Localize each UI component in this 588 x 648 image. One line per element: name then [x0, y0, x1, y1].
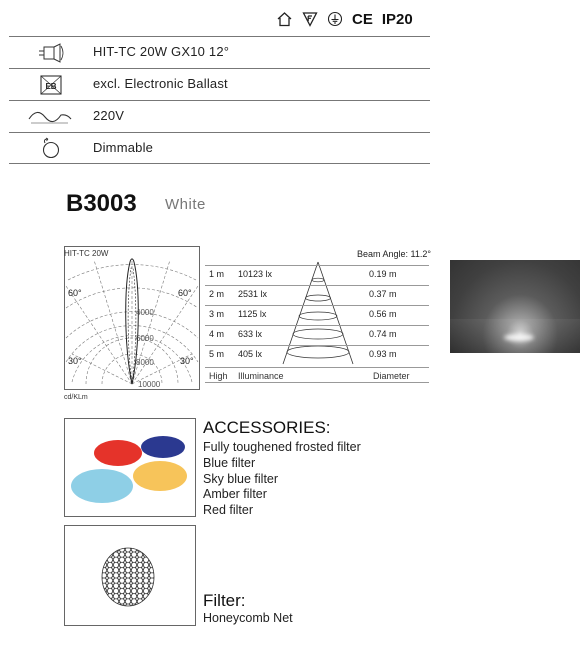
radial-label-4000: 4000 — [136, 308, 154, 317]
beam-row — [205, 345, 429, 361]
electronic-ballast-icon — [23, 73, 73, 97]
honeycomb-filter-image — [64, 525, 196, 626]
beam-distance: 2 m — [209, 289, 225, 299]
beam-diameter: 0.93 m — [369, 349, 397, 359]
spec-lamp-text: HIT-TC 20W GX10 12° — [93, 44, 230, 59]
honeycomb-net-graphic — [65, 526, 195, 625]
svg-text:EB: EB — [45, 82, 57, 91]
product-model: B3003 — [66, 190, 137, 217]
accessory-item: Fully toughened frosted filter — [203, 440, 361, 454]
beam-distance: 4 m — [209, 329, 225, 339]
radial-label-8000: 8000 — [136, 358, 154, 367]
beam-illuminance: 405 lx — [238, 349, 263, 359]
spec-voltage-text: 220V — [93, 108, 125, 123]
accessory-item: Blue filter — [203, 455, 256, 470]
spec-table — [9, 36, 430, 164]
ce-mark-icon: CE — [352, 10, 373, 28]
installation-photo — [450, 260, 580, 353]
spec-ballast-text: excl. Electronic Ballast — [93, 76, 228, 91]
sky-blue-filter-swatch — [71, 469, 133, 503]
photo-light-spot — [504, 334, 534, 341]
beam-distance: 3 m — [209, 309, 225, 319]
accessory-item: Amber filter — [203, 487, 267, 502]
polar-chart-caption: HIT-TC 20W — [64, 249, 109, 258]
beam-illuminance: 1125 lx — [238, 309, 267, 319]
amber-filter-swatch — [133, 461, 187, 491]
beam-table-footer — [205, 367, 429, 383]
ip-rating: IP20 — [381, 10, 413, 28]
house-class-icon — [276, 11, 293, 27]
beam-row — [205, 265, 429, 281]
lamp-icon — [23, 41, 73, 65]
radial-label-10000: 10000 — [138, 380, 161, 389]
beam-diameter: 0.19 m — [369, 269, 397, 279]
polar-distribution-chart — [64, 246, 200, 394]
footer-illuminance: Illuminance — [238, 371, 284, 381]
ac-voltage-icon — [23, 105, 73, 129]
beam-diameter: 0.74 m — [369, 329, 397, 339]
footer-diameter: Diameter — [373, 371, 410, 381]
f-mark-icon — [302, 11, 318, 27]
beam-table — [203, 246, 431, 391]
polar-chart-unit: cd/KLm — [64, 394, 88, 401]
filter-swatches — [65, 419, 195, 516]
beam-distance: 1 m — [209, 269, 225, 279]
product-color: White — [165, 196, 206, 213]
filter-title: Filter: — [203, 591, 246, 610]
beam-illuminance: 10123 lx — [238, 269, 273, 279]
ground-symbol-icon — [327, 11, 343, 27]
beam-illuminance: 2531 lx — [238, 289, 268, 299]
beam-row — [205, 285, 429, 301]
radial-label-6000: 6000 — [136, 334, 154, 343]
blue-filter-swatch — [141, 436, 185, 458]
angle-label-left-60: 60° — [68, 288, 82, 298]
beam-distance: 5 m — [209, 349, 225, 359]
accessory-item: Sky blue filter — [203, 471, 279, 486]
beam-diameter: 0.37 m — [369, 289, 397, 299]
angle-label-left-30: 30° — [68, 356, 82, 366]
footer-high: High — [209, 371, 228, 381]
dimmable-icon — [23, 137, 73, 161]
accessories-title: ACCESSORIES: — [203, 418, 331, 437]
beam-angle: Beam Angle: 11.2° — [357, 249, 431, 259]
accessories-list — [203, 440, 361, 519]
beam-illuminance: 633 lx — [238, 329, 263, 339]
spec-dimmable-text: Dimmable — [93, 140, 154, 155]
spec-row-ballast — [9, 68, 430, 100]
spec-row-dimmable — [9, 132, 430, 164]
accessory-item: Red filter — [203, 503, 254, 518]
red-filter-swatch — [94, 440, 142, 466]
spec-row-voltage — [9, 100, 430, 132]
filter-subtitle: Honeycomb Net — [203, 611, 293, 625]
beam-row — [205, 325, 429, 341]
beam-diameter: 0.56 m — [369, 309, 397, 319]
spec-row-lamp — [9, 36, 430, 68]
accessories-image — [64, 418, 196, 517]
angle-label-right-60: 60° — [178, 288, 192, 298]
angle-label-right-30: 30° — [180, 356, 194, 366]
beam-row — [205, 305, 429, 321]
certification-row — [276, 8, 413, 30]
